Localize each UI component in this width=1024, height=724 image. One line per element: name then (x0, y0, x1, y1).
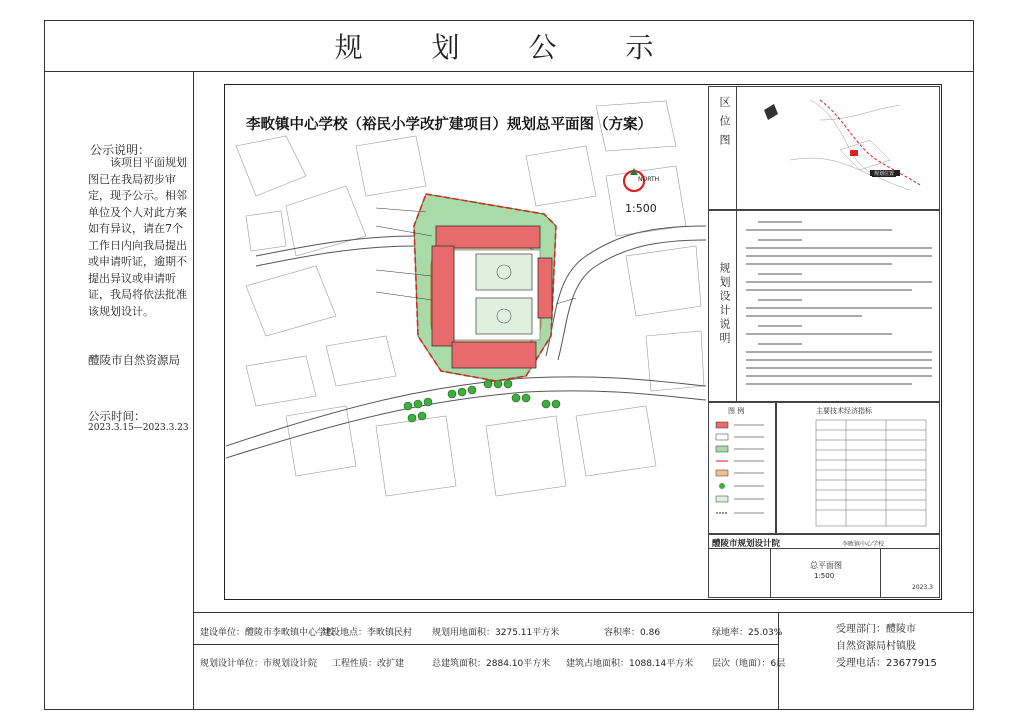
footer-r1-c1 (200, 625, 335, 638)
footer-r1-c5 (712, 625, 782, 638)
location-label: 区位图 (718, 96, 731, 153)
footer-value: 6层 (770, 659, 786, 669)
footer-r2-c4 (566, 656, 693, 669)
footer-value: 1088.14平方米 (629, 659, 694, 669)
tree-row (404, 380, 560, 422)
footer-r2-c3 (432, 656, 550, 669)
notice-body: 该项目平面规划图已在我局初步审定，现予公示。相邻单位及个人对此方案如有异议，请在7个工作日内向我局提出或申请听证，逾期不提出异议或申请听证，我局将依法批准该规划设计。 (88, 156, 187, 318)
footer-label: 层次（地面）： (712, 659, 771, 669)
footer-label: 容积率： (604, 628, 641, 638)
footer-r1-c4 (604, 625, 660, 638)
design-label: 规划设计说明 (718, 262, 731, 346)
institute-name: 醴陵市规划设计院 (712, 539, 781, 549)
footer-label: 建设单位： (200, 628, 246, 638)
footer-value: 3275.11平方米 (495, 628, 560, 638)
footer-r2-c5 (712, 656, 785, 669)
drawing-scale: 1:500 (814, 572, 835, 580)
footer-r2-c6 (836, 654, 937, 669)
court-south (476, 298, 532, 334)
indicators-table (806, 418, 936, 530)
legend-title: 图 例 (728, 407, 745, 415)
footer-label: 绿地率： (712, 628, 749, 638)
footer-r2-c1 (200, 656, 317, 669)
footer-value: 醴陵市李畋镇中心学校 (245, 628, 336, 638)
design-divider (736, 210, 737, 402)
page-title: 规 划 公 示 (44, 20, 974, 72)
legend-items (712, 418, 774, 530)
footer-r1-c2 (322, 625, 412, 638)
building-north (436, 226, 540, 248)
footer-value: 25.03% (748, 628, 783, 638)
footer-label: 建筑占地面积： (566, 659, 630, 669)
site-plan-drawing (226, 86, 706, 512)
title-block-rule-3 (880, 548, 881, 598)
design-notes-text (742, 216, 936, 398)
footer-value: 市规划设计院 (263, 659, 318, 669)
notice-time-value: 2023.3.15—2023.3.23 (88, 423, 189, 433)
plan-scale: 1:500 (625, 202, 657, 215)
footer-value: 李畋镇民村 (367, 628, 413, 638)
footer-value: 改扩建 (377, 659, 405, 669)
location-map (750, 90, 936, 206)
north-label: NORTH (638, 176, 660, 183)
building-west (432, 246, 454, 346)
footer-label: 受理部门： (836, 624, 886, 635)
footer-label: 规划用地面积： (432, 628, 496, 638)
footer-value: 2884.10平方米 (486, 659, 551, 669)
indicators-title: 主要技术经济指标 (816, 407, 872, 415)
building-south (452, 342, 536, 368)
court-north (476, 254, 532, 290)
project-name: 李畋镇中心学校 (842, 541, 885, 548)
footer-r2-c2 (332, 656, 404, 669)
footer-value: 23677915 (886, 658, 937, 669)
notice-heading: 公示说明： (90, 143, 151, 157)
footer-mid-rule (194, 644, 778, 645)
footer-r1-c3 (432, 625, 559, 638)
footer-label: 建设地点： (322, 628, 368, 638)
footer-left-cell (44, 612, 194, 710)
location-map-label: 规划位置 (874, 171, 895, 177)
footer-r1-c6-extra: 自然资源局村镇股 (836, 641, 916, 652)
title-block-rule-2 (770, 548, 771, 598)
footer-label: 工程性质： (332, 659, 378, 669)
footer-divider (194, 612, 974, 613)
footer-label: 规划设计单位： (200, 659, 264, 669)
location-divider (736, 86, 737, 210)
footer-value: 0.86 (640, 628, 661, 638)
footer-label: 总建筑面积： (432, 659, 487, 669)
drawing-name: 总平面图 (810, 561, 842, 570)
footer-label: 受理电话： (836, 658, 886, 669)
notice-time-label: 公示时间： (88, 409, 146, 423)
footer-value: 醴陵市 (886, 624, 916, 635)
plan-title: 李畋镇中心学校（裕民小学改扩建项目）规划总平面图（方案） (246, 117, 652, 133)
notice-issuer: 醴陵市自然资源局 (88, 353, 180, 367)
building-east (538, 258, 552, 318)
drawing-date: 2023.3 (912, 584, 933, 591)
footer-r1-c6 (836, 620, 916, 635)
